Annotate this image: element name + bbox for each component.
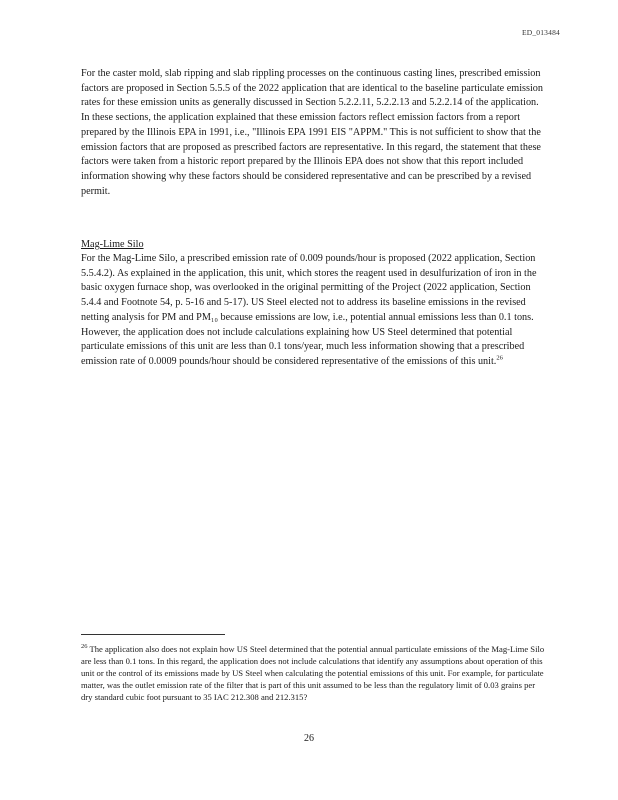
- footnote-marker: 26: [81, 643, 88, 651]
- body-paragraph-mag-lime-silo: [81, 252, 543, 370]
- document-id: ED_013484: [521, 28, 560, 37]
- footnote-divider: [81, 634, 225, 635]
- footnote: [81, 643, 545, 703]
- body-paragraph-continuous-casting: For the caster mold, slab ripping and slab rippling processes on the continuous casting lines, prescribed emission factors are proposed in Section 5.5.5 of the 2022 application that are identical to the baseline particulate emission rates for these emission units as generally discussed in Section 5.2.2.11, 5.2.2.13 and 5.2.2.14 of the application. In these sections, the application explained that these emission factors reflect emission factors from a report prepared by the Illinois EPA in 1991, i.e., "Illinois EPA 1991 EIS "APPM." This is not sufficient to show that the emission factors that are proposed as prescribed factors are representative. In this regard, the statement that these factors were taken from a historic report prepared by the Illinois EPA does not show that this report included information showing why these factors should be considered representative and can be prescribed by a revised permit.: [81, 68, 543, 197]
- page-number: 26: [304, 733, 314, 744]
- section-heading-mag-lime-silo: Mag-Lime Silo: [81, 239, 144, 250]
- footnote-text: The application also does not explain how US Steel determined that the potential annual particulate emissions of the Mag-Lime Silo are less than 0.1 tons. In this regard, the application does not include calculations that identify any assumptions about operation of this unit or the control of its emissions made by US Steel when calculating the potential emissions of this unit. For example, for particulate matter, was the outlet emission rate of the filter that is part of this unit assumed to be less than the regulatory limit of 0.03 grains per dry standard cubic foot pursuant to 35 IAC 212.308 and 212.315?: [81, 644, 545, 703]
- mag-lime-silo-text: For the Mag-Lime Silo, a prescribed emission rate of 0.009 pounds/hour is proposed (2022 application, Section 5.5.4.2). As explained in the application, this unit, which stores the reagent used in desulfurization of iron in the basic oxygen furnace shop, was overlooked in the original permitting of the Project (2022 application, Section 5.4.4 and Footnote 54, p. 5-16 and 5-17). US Steel elected not to address its baseline emissions in the revised netting analysis for PM and PM₁₀ because emissions are low, i.e., potential annual emissions less than 0.1 tons. However, the application does not include calculations explaining how US Steel determined that potential particulate emissions of this unit are less than 0.1 tons/year, much less information showing that a prescribed emission rate of 0.0009 pounds/hour should be considered representative of the emissions of this unit.: [81, 253, 537, 367]
- footnote-reference[interactable]: 26: [496, 354, 503, 362]
